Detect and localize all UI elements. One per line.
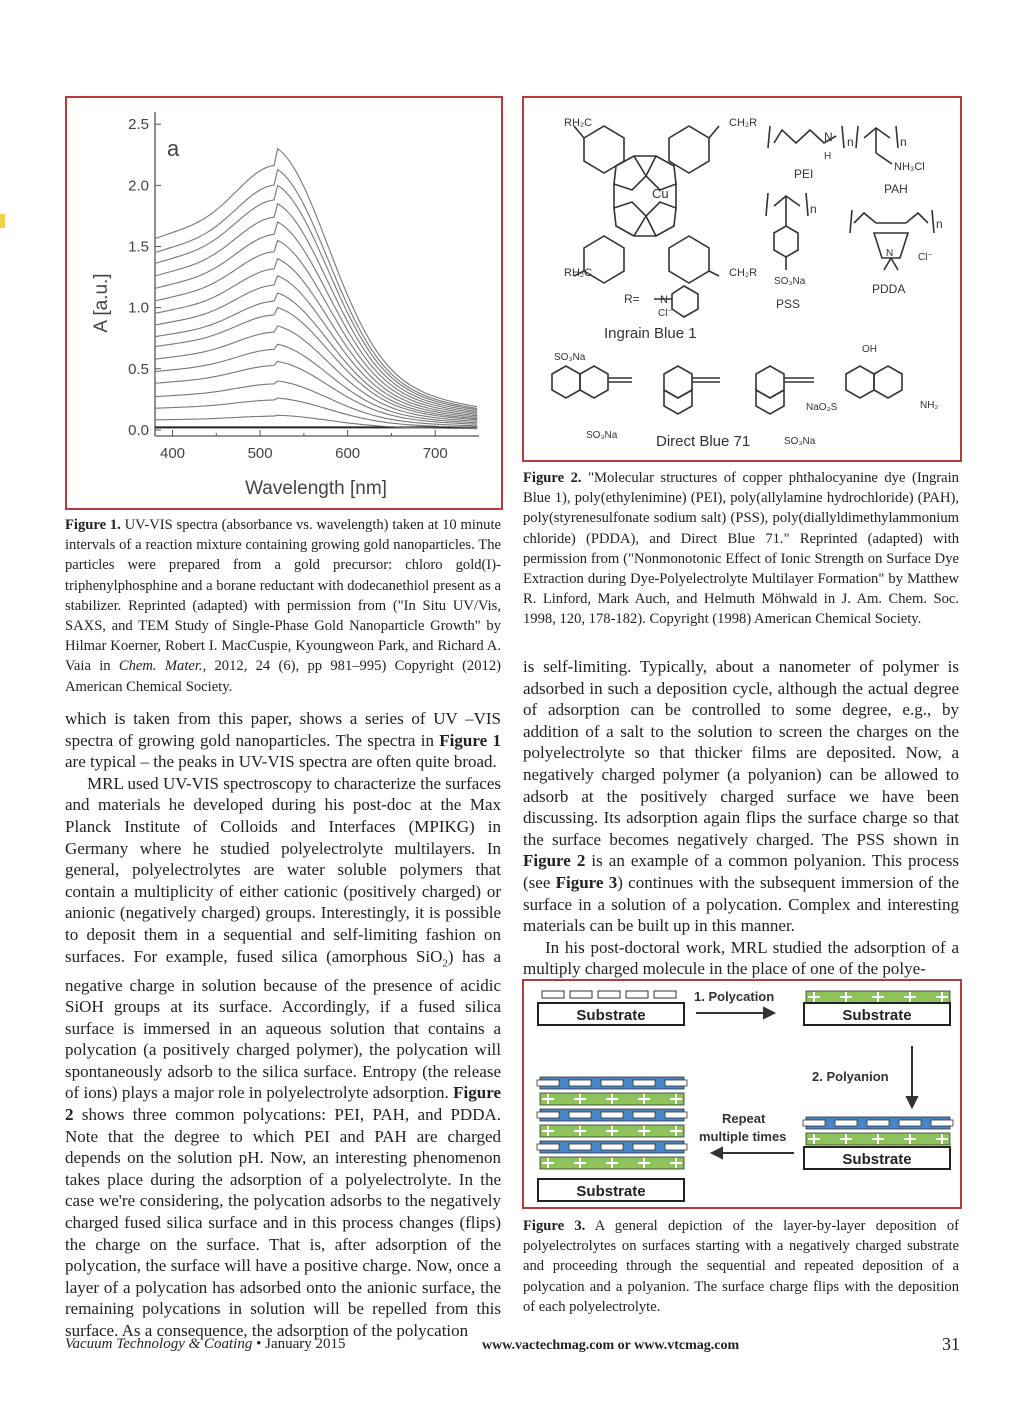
chart-series-line — [155, 276, 477, 417]
substrate-label: Substrate — [576, 1007, 646, 1024]
negative-charge-symbol — [601, 1144, 623, 1150]
label-pah: PAH — [884, 182, 908, 196]
figure2-caption — [523, 468, 959, 630]
chart-y-tick-label: 1.0 — [128, 299, 149, 317]
figure2-structures — [524, 98, 960, 460]
pss-structure — [766, 193, 808, 270]
left-paragraph-1: which is taken from this paper, shows a series of UV –VIS spectra of growing gold nanoparticles. The spectra in Figure 1 are typical – the peaks in UV-VIS spectra are often quite broad. — [65, 709, 501, 772]
figure3-diagram — [524, 981, 960, 1207]
negative-charge-symbol — [601, 1112, 623, 1118]
page-number: 31 — [942, 1334, 960, 1354]
figure1-frame — [65, 96, 503, 510]
right-paragraph-1: is self-limiting. Typically, about a nanometer of polymer is adsorbed in such a deposition cycle, although the actual degree of adsorption can be controlled to some degree, e.g., by addition of a salt to the solution to screen the charges on the polyelectrolyte so that thicker films are deposited. Now, a negatively charged polymer (a polyanion) can be allowed to adsorb at the positively charged surface we have been discussing. Its adsorption again flips the surface charge so that the surface becomes negatively charged. The PSS shown in Figure 2 is an example of a common polyanion. This process (see Figure 3) continues with the subsequent immersion of the surface in a solution of a polycation. Complex and interesting materials can be built up in this manner. — [523, 657, 959, 936]
negative-charge-symbol — [601, 1080, 623, 1086]
chart-series-line — [155, 222, 477, 413]
label-ch2r-top: CH₂R — [729, 117, 758, 129]
label-db-so3na-1: SO₃Na — [554, 352, 586, 363]
label-pss-nsub: n — [810, 202, 817, 216]
negative-charge-symbol — [654, 991, 676, 998]
label-pdda-n: N — [886, 248, 894, 259]
footer-journal: Vacuum Technology & Coating • January 2015 — [65, 1336, 346, 1352]
negative-charge-symbol — [626, 991, 648, 998]
chart-y-axis-label: A [a.u.] — [91, 273, 112, 333]
label-rh2c-bottom: RH₂C — [564, 267, 593, 279]
figure1-caption-end: , 2012, 24 (6), pp 981–995) Copyright (2012) American Chemical Society. — [65, 658, 501, 695]
negative-charge-symbol — [665, 1112, 687, 1118]
chart-x-tick-label: 400 — [159, 445, 186, 462]
negative-charge-symbol — [665, 1080, 687, 1086]
chart-panel-label: a — [167, 136, 180, 161]
negative-charge-symbol — [542, 991, 564, 998]
chart-y-tick-label: 1.5 — [128, 238, 149, 256]
figure1-caption-text: UV-VIS spectra (absorbance vs. wavelength) taken at 10 minute intervals of a reaction mixture containing growing gold nanoparticles. The particles were prepared from a gold precursor: chloro gold(I)-triphenylphosphine and a borane reductant with dodecanethiol present as a stabilizer. Reprinted (adapted) with permission from ("In Situ UV/Vis, SAXS, and TEM Study of Single-Phase Gold Nanoparticle Growth" by Hilmar Koerner, Robert I. MacCuspie, Kyoungweon Park, and Richard A. Vaia in — [65, 517, 501, 675]
chart-x-tick-label: 700 — [422, 445, 448, 462]
chart-x-axis-label: Wavelength [nm] — [245, 478, 387, 499]
label-db-naso3: NaO₃S — [806, 402, 838, 413]
substrate-label: Substrate — [842, 1151, 912, 1168]
left-paragraph-2: MRL used UV-VIS spectroscopy to characterize the surfaces and materials he developed during his post-doc at the Max Planck Institute of Colloids and Interfaces (MPIKG) in Germany where he studied polyelectrolyte multilayers. In general, polyelectrolytes are water soluble polymers that contain a multiplicity of either cationic (positively charged) or anionic (negatively charged) groups. Interestingly, it is possible to deposit them in a sequential and self-limiting fashion on surfaces. For example, fused silica (amorphous SiO$_2$) has a negative charge in solution because of the presence of acidic SiOH groups at its surface. Accordingly, if a fused silica surface is immersed in an aqueous solution that contains a polycation (a positively charged polymer), the polycation will spontaneously adsorb to the silica surface. Entropy (the release of ions) plays a major role in polyelectrolyte adsorption. Figure 2 shows three common polycations: PEI, PAH, and PDDA. Note that the degree to which PEI and PAH are charged depends on the solution pH. Now, an interesting phenomenon takes place during the adsorption of a polyelectrolyte. In the case we're considering, the polycation adsorbs to the negatively charged fused silica surface and in this process changes (flips) the charge on the surface. That is, after adsorption of the polycation, the surface will have a positive charge. Now, once a layer of a polycation has adsorbed onto the anionic surface, the remaining polycations in solution will be repelled from this surface. As a consequence, the adsorption of the polycation — [65, 773, 501, 1341]
negative-charge-symbol — [598, 991, 620, 998]
substrate-label: Substrate — [842, 1007, 912, 1024]
label-rh2c-top: RH₂C — [564, 117, 593, 129]
phthalocyanine-structure — [574, 126, 719, 283]
chart-y-tick-label: 0.0 — [128, 421, 149, 439]
negative-charge-symbol — [537, 1080, 559, 1086]
negative-charge-symbol — [537, 1112, 559, 1118]
figure3-caption-text: A general depiction of the layer-by-layer deposition of polyelectrolytes on surfaces starting with a negatively charged substrate and proceeding through the sequential and repeated deposition of a polycation and a polyanion. The surface charge flips with the deposition of each polyelectrolyte. — [523, 1218, 960, 1315]
figure2-caption-text: "Molecular structures of copper phthalocyanine dye (Ingrain Blue 1), poly(ethylenimine) (PEI), poly(allylamine hydrochloride) (PAH), poly(styrenesulfonate sodium salt) (PSS), poly(diallyldimethylammonium chloride) (PDDA), and Direct Blue 71." Reprinted (adapted) with permission from ("Nonmonotonic Effect of Ionic Strength on Surface Dye Extraction during Dye-Polyelectrolyte Multilayer Formation" by Matthew R. Linford, Mark Auch, and Helmuth Möhwald in J. Am. Chem. Soc. 1998, 120, 178-182). Copyright (1998) American Chemical Society. — [523, 470, 959, 628]
figure1-caption-journal: Chem. Mater. — [118, 658, 203, 675]
chart-series-line — [155, 149, 477, 407]
margin-highlight-mark — [0, 214, 5, 228]
negative-charge-symbol — [569, 1112, 591, 1118]
direct-blue-structure — [552, 366, 902, 414]
label-pdda-nsub: n — [936, 217, 943, 231]
chart-y-tick-label: 0.5 — [128, 360, 149, 378]
label-pss: PSS — [776, 297, 801, 311]
right-column-text — [523, 656, 959, 980]
negative-charge-symbol — [537, 1144, 559, 1150]
figure1-caption — [65, 515, 501, 697]
label-ingrain-blue: Ingrain Blue 1 — [604, 325, 697, 342]
negative-charge-symbol — [633, 1112, 655, 1118]
label-r-cl: Cl⁻ — [658, 308, 673, 319]
substrate-label: Substrate — [576, 1183, 646, 1200]
negative-charge-symbol — [665, 1144, 687, 1150]
label-ch2r-bottom: CH₂R — [729, 267, 758, 279]
label-pdda-cl: Cl⁻ — [918, 252, 933, 263]
chart-y-tick-label: 2.5 — [128, 116, 149, 134]
negative-charge-symbol — [867, 1120, 889, 1126]
label-pei-nsub: n — [847, 135, 854, 149]
label-db-so3na-3: SO₃Na — [784, 436, 816, 447]
right-paragraph-2: In his post-doctoral work, MRL studied the adsorption of a multiply charged molecule in the place of one of the polye- — [523, 937, 959, 979]
figure3-caption-label: Figure 3. — [523, 1218, 586, 1234]
negative-charge-symbol — [633, 1144, 655, 1150]
negative-charge-symbol — [569, 1080, 591, 1086]
figure1-caption-label: Figure 1. — [65, 517, 121, 533]
label-direct-blue: Direct Blue 71 — [656, 433, 751, 450]
chart-x-tick-label: 500 — [247, 445, 273, 462]
label-db-oh: OH — [862, 344, 877, 355]
label-pah-nsub: n — [900, 135, 907, 149]
negative-charge-symbol — [570, 991, 592, 998]
label-pei-n: N — [824, 130, 833, 144]
pyridinium-ring — [672, 286, 698, 317]
figure3-frame — [522, 979, 962, 1209]
label-nh3cl: NH₃Cl — [894, 161, 925, 173]
negative-charge-symbol — [899, 1120, 921, 1126]
chart-series-line — [155, 326, 477, 421]
label-db-nh2: NH₂ — [920, 400, 939, 411]
footer-urls[interactable]: www.vactechmag.com or www.vtcmag.com — [482, 1338, 740, 1353]
label-pei: PEI — [794, 167, 814, 181]
negative-charge-symbol — [569, 1144, 591, 1150]
figure2-frame — [522, 96, 962, 462]
figure2-caption-label: Figure 2. — [523, 470, 582, 486]
label-pei-h: H — [824, 151, 832, 162]
negative-charge-symbol — [931, 1120, 953, 1126]
label-pss-so3na: SO₃Na — [774, 276, 806, 287]
chart-series-line — [155, 344, 477, 423]
repeat-label-2: multiple times — [699, 1129, 787, 1144]
negative-charge-symbol — [803, 1120, 825, 1126]
step2-label: 2. Polyanion — [812, 1069, 889, 1084]
label-pdda: PDDA — [872, 282, 906, 296]
chart-y-tick-label: 2.0 — [128, 177, 149, 195]
negative-charge-symbol — [633, 1080, 655, 1086]
label-cu: Cu — [652, 186, 669, 201]
figure3-caption — [523, 1216, 959, 1317]
chart-series-line — [155, 308, 477, 420]
pah-structure — [856, 126, 898, 164]
label-r-n: N — [660, 294, 668, 306]
left-column-text — [65, 708, 501, 1342]
chart-x-tick-label: 600 — [335, 445, 361, 462]
repeat-label-1: Repeat — [722, 1111, 766, 1126]
label-r-equals: R= — [624, 292, 640, 306]
figure1-chart — [67, 98, 501, 508]
label-db-so3na-2: SO₃Na — [586, 430, 618, 441]
negative-charge-symbol — [835, 1120, 857, 1126]
chart-series-line — [155, 170, 477, 409]
step1-label: 1. Polycation — [694, 989, 775, 1004]
